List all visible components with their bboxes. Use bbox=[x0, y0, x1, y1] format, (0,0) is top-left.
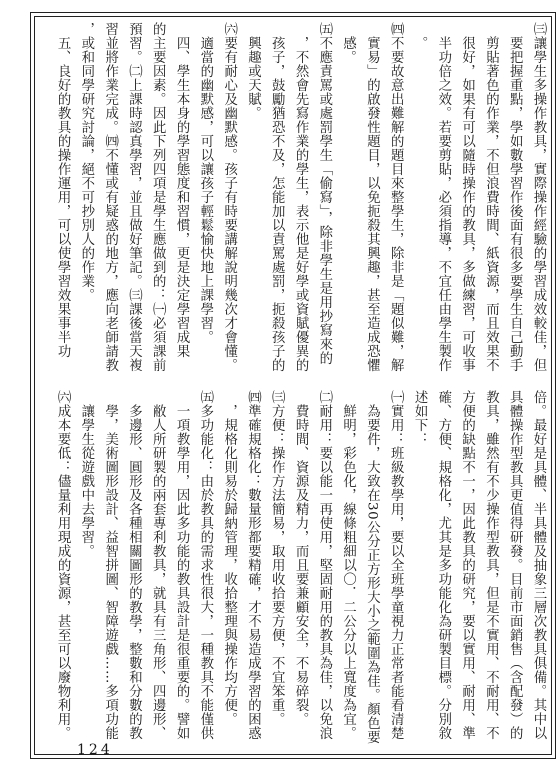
top-text-line: 預習。㈡上課時認真學習，並且做好筆記。㈢課後當天複 bbox=[126, 22, 142, 372]
top-text-line: ㈤不應責罵或處罰學生「偷寫」，除非學生是用抄寫來的 bbox=[316, 22, 332, 366]
bottom-text-line: 述如下： bbox=[412, 390, 428, 446]
bottom-text-line: ㈥成本要低：儘量利用現成的資源，甚至可以廢物利用。 bbox=[55, 390, 71, 740]
top-text-line: ㈢讓學生多操作教具，實際操作經驗的學習成效較佳，但 bbox=[531, 22, 546, 372]
top-text-line: 的主要因素。因此下列四項是學生應做到的：㈠必須課前 bbox=[150, 22, 166, 372]
top-text-line: ，不然會先寫作業的學生，表示他是好學或資賦優異的 bbox=[293, 22, 309, 372]
top-text-line: 半功倍之效。若要剪貼，必須指導，不宜任由學生製作 bbox=[435, 22, 451, 372]
top-text-line: 剪貼著色的作業，不但浪費時間、紙資源，而且效果不 bbox=[483, 22, 499, 372]
top-text-line: 習並將作業完成。㈣不懂或有疑惑的地方，應向老師請教 bbox=[102, 22, 118, 372]
bottom-text-line: 具體操作型教具更值得研發。目前市面銷售（含配發）的 bbox=[507, 390, 523, 740]
top-text-line: 。 bbox=[412, 22, 428, 50]
bottom-text-line: ㈢方便：操作方法簡易，取用收拾要方便，不宜笨重。 bbox=[269, 390, 285, 726]
bottom-text-line: 倍。最好是具體、半具體及抽象三層次教具俱備。其中以 bbox=[531, 390, 546, 740]
bottom-text-line: 學，美術圖形設計、益智拼圖、智障遊戲……多項功能 bbox=[102, 390, 118, 740]
top-text-line: ㈥要有耐心及幽默感。孩子有時要講解說明幾次才會懂。 bbox=[221, 22, 237, 372]
bottom-text-line: 一項教學用，因此多功能的教具設計是很重要的。譬如 bbox=[174, 390, 190, 740]
page-number: 124 bbox=[77, 742, 113, 758]
bottom-text-line: ㈣準確規格化：數量形都要精確，才不易造成學習的困惑 bbox=[245, 390, 261, 740]
top-text-line: ，或和同學研究討論，絕不可抄別人的作業。 bbox=[78, 22, 94, 302]
bottom-text-line: 為要件，大致在30公分正方形大小之範圍為佳。顏色要 bbox=[364, 390, 380, 745]
bottom-text-line: ㈡耐用：要以能一再使用，堅固耐用的教具為佳，以免浪 bbox=[316, 390, 332, 740]
top-text-line: 很好，如果有可以隨時操作的教具，多做練習，可收事 bbox=[459, 22, 475, 372]
bottom-text-line: 教具，雖然有不少操作型教具，但是不實用、不耐用、不 bbox=[483, 390, 499, 740]
top-text-line: 孩子，鼓勵猶恐不及，怎能加以責罵處罰，扼殺孩子的 bbox=[269, 22, 285, 372]
top-text-line: 適當的幽默感，可以讓孩子輕鬆愉快地上課學習。 bbox=[197, 22, 213, 344]
bottom-text-line: 鮮明，彩色化，線條粗細以〇．二公分以上寬度為宜。 bbox=[340, 390, 356, 740]
bottom-text-line: 多邊形、圓形及各種相關圖形的教學，整數和分數的教 bbox=[126, 390, 142, 740]
top-text-line: 興趣或天賦。 bbox=[245, 22, 261, 120]
bottom-text-line: 費時間、資源及精力，而且要兼顧安全，不易碎裂。 bbox=[293, 390, 309, 726]
top-text-line: ㈣不要故意出難解的題目來整學生，除非是「題似難，解 bbox=[388, 22, 404, 372]
top-text-block bbox=[38, 22, 550, 388]
bottom-text-line: ㈤多功能化：由於教具的需求性很大，一種教具不能僅供 bbox=[197, 390, 213, 740]
bottom-text-block bbox=[38, 390, 550, 756]
top-text-line: 要把握重點，學如數學習作後面有很多要學生自己動手 bbox=[507, 22, 523, 372]
bottom-text-line: 讓學生從遊戲中去學習。 bbox=[78, 390, 94, 558]
bottom-text-line: 敝人所研製的兩套專利教具，就具有三角形、四邊形、 bbox=[150, 390, 166, 740]
top-text-line: 感。 bbox=[340, 22, 356, 64]
bottom-text-line: ㈠實用：班級教學用，要以全班學童視力正常者能看清楚 bbox=[388, 390, 404, 740]
bottom-text-line: 確、方便、規格化，尤其是多功能化為研製目標。分別敘 bbox=[435, 390, 451, 740]
top-text-line: 五、良好的教具的操作運用，可以使學習效果事半功 bbox=[55, 22, 71, 358]
top-text-line: 實易」的啟發性題目，以免扼殺其興趣，甚至造成恐懼 bbox=[364, 22, 380, 372]
bottom-text-line: 方便的缺點不一，因此教具的研究，要以實用、耐用、準 bbox=[459, 390, 475, 740]
bottom-text-line: ，規格化則易於歸納管理，收拾整理與操作均方便。 bbox=[221, 390, 237, 726]
top-text-line: 四、學生本身的學習態度和習慣，更是決定學習成果 bbox=[174, 22, 190, 358]
